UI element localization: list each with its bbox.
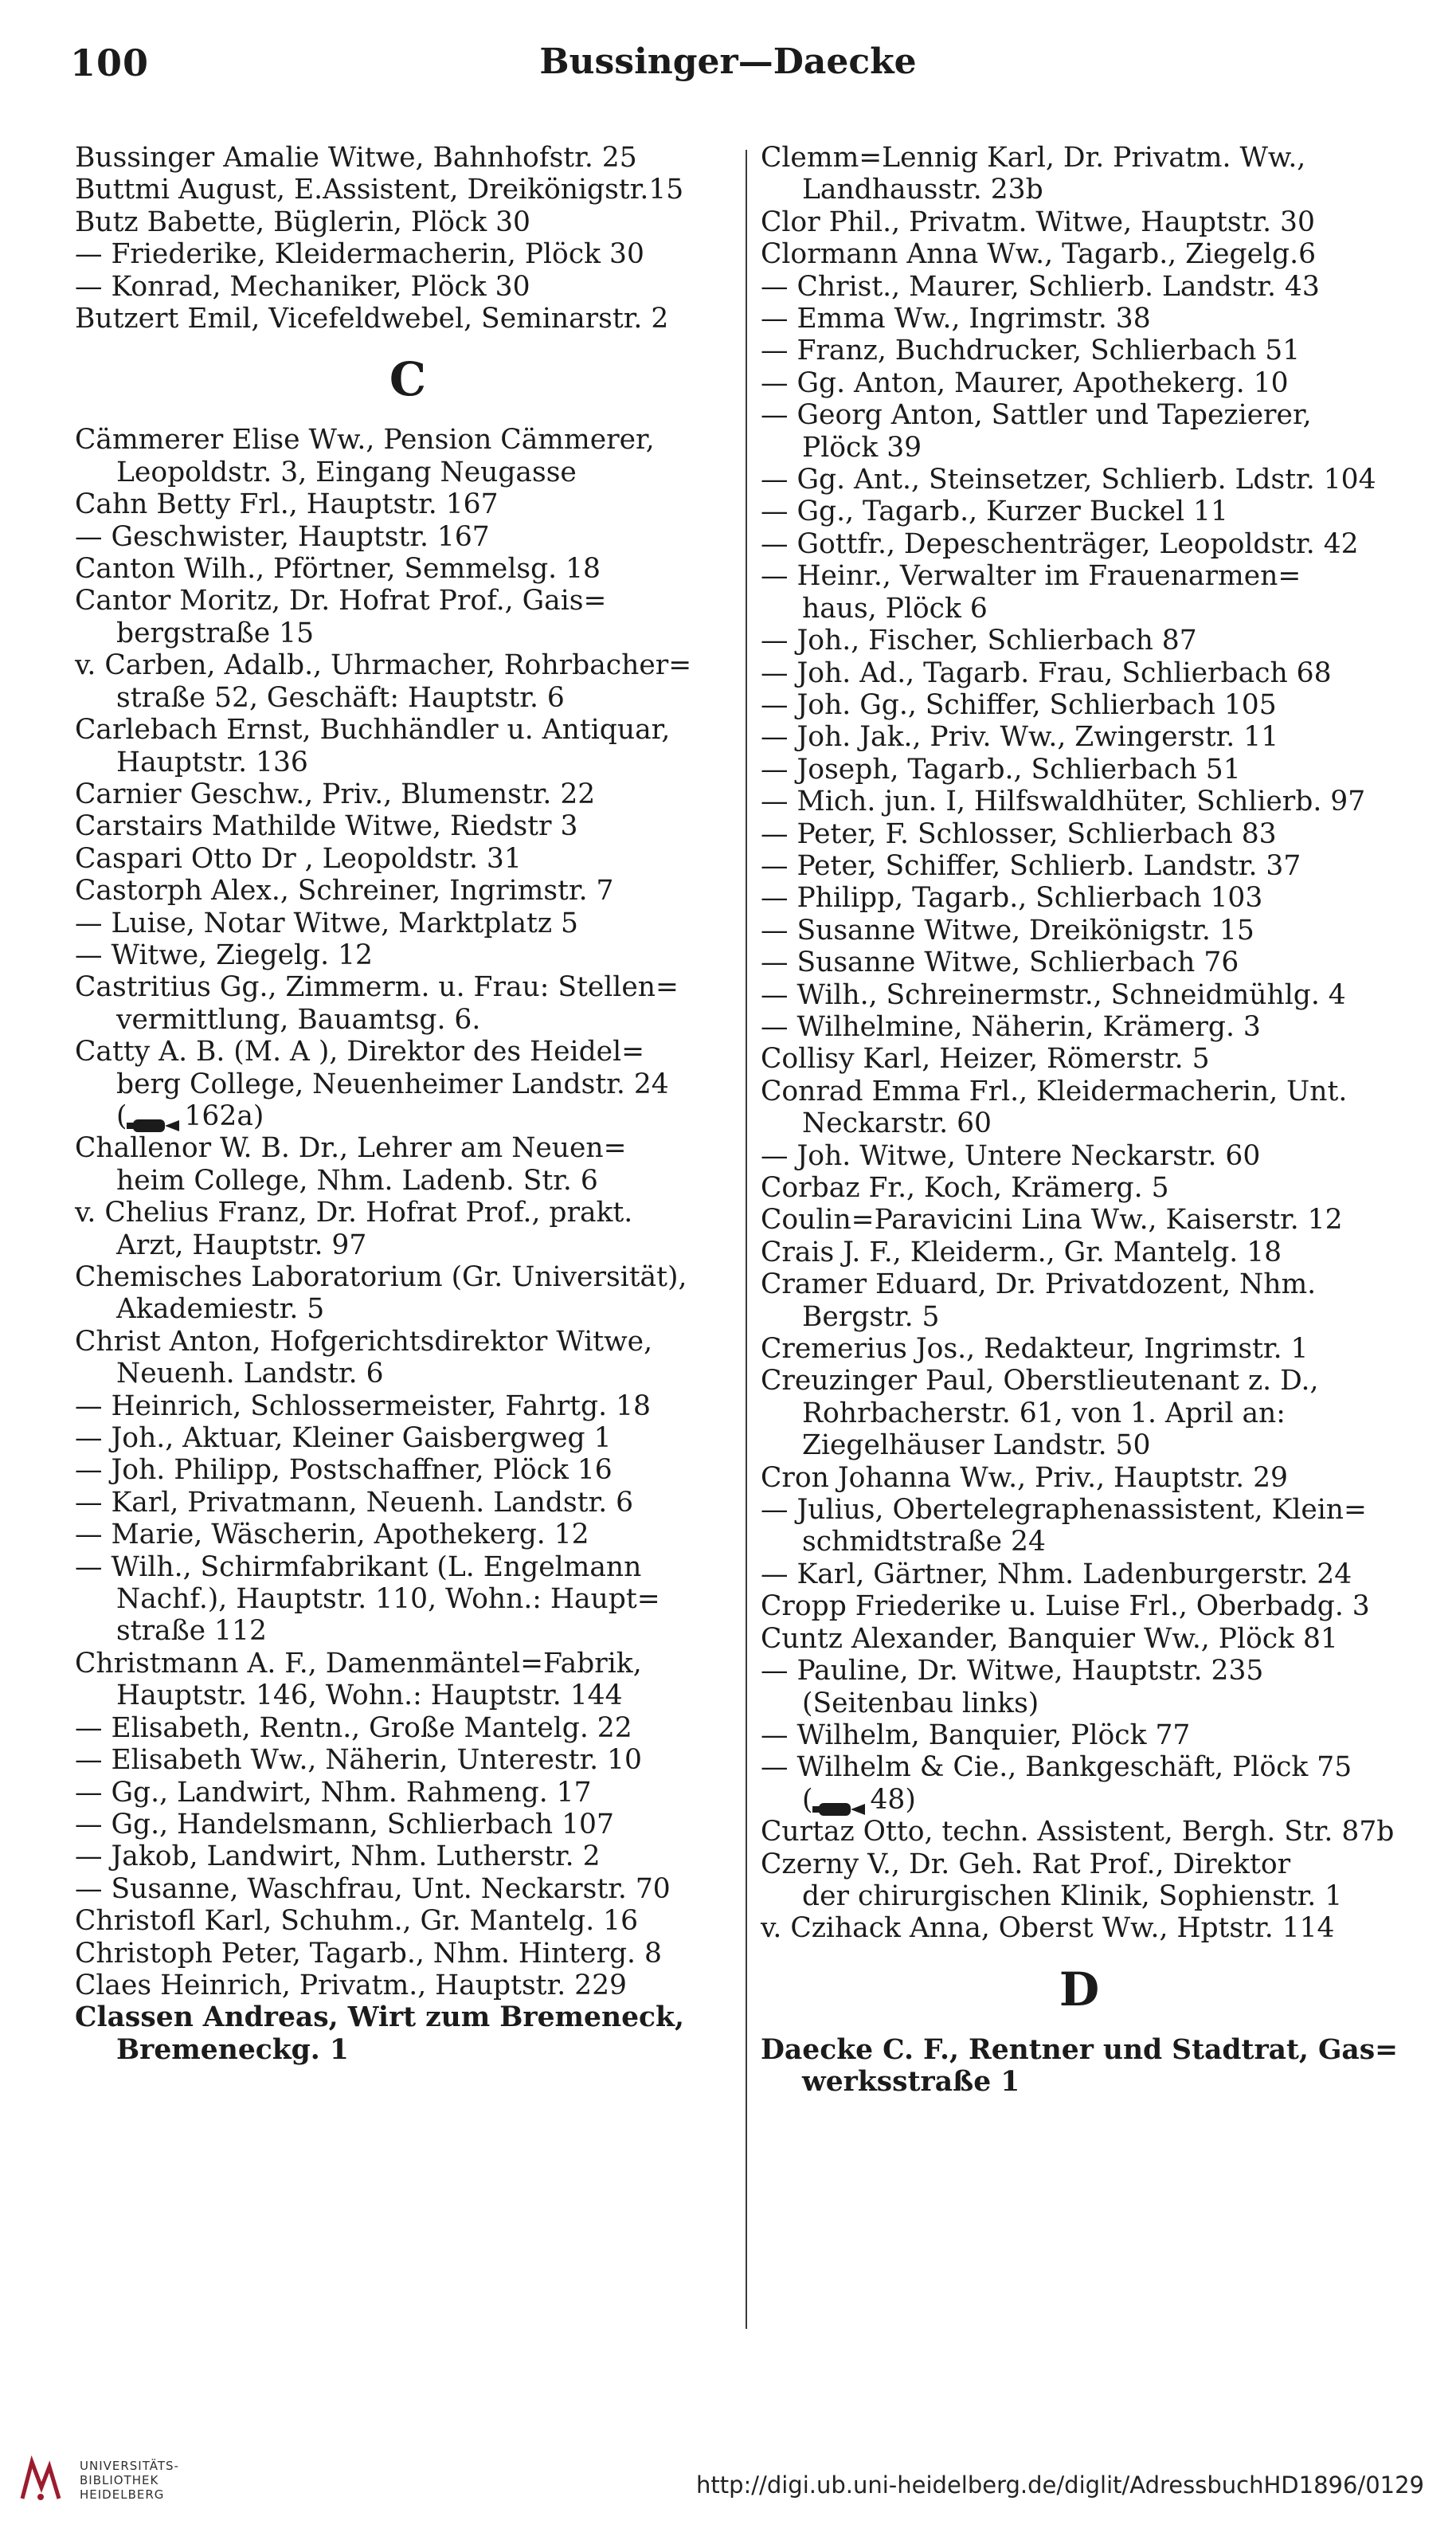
directory-entry (761, 1848, 1398, 1880)
directory-entry (761, 464, 1398, 496)
directory-entry (75, 971, 741, 1003)
entry-text: — Geschwister, Hauptstr. 167 (75, 520, 490, 553)
entry-text: — Pauline, Dr. Witwe, Hauptstr. 235 (761, 1655, 1264, 1687)
directory-entry-continuation (75, 2034, 741, 2066)
entry-text: Canton Wilh., Pförtner, Semmelsg. 18 (75, 553, 601, 586)
entry-text: — Joh., Fischer, Schlierbach 87 (761, 625, 1197, 657)
directory-entry (761, 206, 1398, 238)
entry-text: — Elisabeth, Rentn., Große Mantelg. 22 (75, 1711, 632, 1744)
telephone-icon (127, 1109, 181, 1125)
right-column (761, 142, 1398, 2099)
directory-entry (75, 1905, 741, 1937)
directory-entry (761, 1816, 1398, 1848)
entry-text: Classen Andreas, Wirt zum Bremeneck, (75, 2001, 684, 2034)
paren: ( (802, 1783, 813, 1816)
entry-text: Bergstr. 5 (802, 1300, 940, 1333)
directory-entry (761, 1140, 1398, 1172)
entry-text: werksstraße 1 (802, 2066, 1020, 2099)
entry-text: Carstairs Mathilde Witwe, Riedstr 3 (75, 810, 578, 843)
entry-text: Czerny V., Dr. Geh. Rat Prof., Direktor (761, 1848, 1291, 1880)
directory-entry (761, 754, 1398, 786)
entry-text: — Peter, Schiffer, Schlierb. Landstr. 37 (761, 849, 1301, 882)
entry-text: — Gg., Tagarb., Kurzer Buckel 11 (761, 496, 1228, 528)
directory-entry (761, 1333, 1398, 1365)
entry-text: Hauptstr. 136 (116, 746, 308, 778)
entry-text: — Wilhelm & Cie., Bankgeschäft, Plöck 75 (761, 1751, 1352, 1784)
directory-entry (761, 560, 1398, 592)
directory-entry (75, 1938, 741, 1970)
entry-text: Buttmi August, E.Assistent, Dreikönigstr.15 (75, 174, 684, 206)
directory-entry-continuation (761, 1107, 1398, 1139)
entry-text: 162a) (184, 1099, 264, 1132)
directory-entry-continuation (75, 1680, 741, 1711)
directory-entry (761, 1912, 1398, 1944)
directory-entry (761, 303, 1398, 335)
entry-text: Cämmerer Elise Ww., Pension Cämmerer, (75, 424, 655, 457)
entry-text: — Emma Ww., Ingrimstr. 38 (761, 303, 1151, 335)
entry-text: — Joh. Jak., Priv. Ww., Zwingerstr. 11 (761, 721, 1279, 754)
directory-entry (75, 1777, 741, 1809)
directory-entry (75, 142, 741, 174)
entry-text: Daecke C. F., Rentner und Stadtrat, Gas= (761, 2033, 1399, 2066)
entry-text: — Joh. Ad., Tagarb. Frau, Schlierbach 68 (761, 657, 1332, 689)
entry-text: Curtaz Otto, techn. Assistent, Bergh. Str. 87b (761, 1816, 1395, 1848)
directory-entry-continuation (761, 1429, 1398, 1461)
entry-text: bergstraße 15 (116, 617, 315, 649)
entry-text: — Gg., Handelsmann, Schlierbach 107 (75, 1808, 614, 1840)
paren: ( (116, 1099, 127, 1132)
directory-entry (761, 915, 1398, 947)
footer (0, 2440, 1456, 2519)
directory-entry (761, 1751, 1398, 1783)
entry-text: Butzert Emil, Vicefeldwebel, Seminarstr. 2 (75, 303, 669, 335)
entry-text: — Jakob, Landwirt, Nhm. Lutherstr. 2 (75, 1840, 601, 1873)
directory-entry-continuation (761, 2066, 1398, 2098)
entry-text: Corbaz Fr., Koch, Krämerg. 5 (761, 1172, 1169, 1204)
directory-entry (75, 2001, 741, 2033)
directory-entry-continuation (75, 1583, 741, 1615)
entry-text: Creuzinger Paul, Oberstlieutenant z. D., (761, 1365, 1319, 1397)
entry-text: Conrad Emma Frl., Kleidermacherin, Unt. (761, 1075, 1348, 1107)
section-letter-heading: D (1059, 1962, 1100, 2017)
page-number: 100 (70, 41, 150, 84)
directory-entry-continuation (75, 1004, 741, 1036)
entry-text: vermittlung, Bauamtsg. 6. (116, 1003, 481, 1036)
entry-text: Leopoldstr. 3, Eingang Neugasse (116, 456, 577, 488)
directory-entry (761, 142, 1398, 174)
entry-text: Castritius Gg., Zimmerm. u. Frau: Stellen= (75, 971, 679, 1004)
directory-entry (761, 1558, 1398, 1590)
entry-text: heim College, Nhm. Ladenb. Str. 6 (116, 1164, 598, 1197)
directory-entry-continuation (761, 1301, 1398, 1333)
entry-text: Cremerius Jos., Redakteur, Ingrimstr. 1 (761, 1333, 1309, 1366)
directory-entry (75, 585, 741, 617)
entry-text: Nachf.), Hauptstr. 110, Wohn.: Haupt= (116, 1583, 660, 1616)
directory-entry-continuation (75, 1358, 741, 1390)
directory-entry-continuation (761, 1526, 1398, 1558)
entry-text: Clormann Anna Ww., Tagarb., Ziegelg.6 (761, 238, 1317, 271)
directory-entry-continuation (75, 1293, 741, 1325)
entry-text: — Luise, Notar Witwe, Marktplatz 5 (75, 907, 578, 939)
directory-entry (761, 1590, 1398, 1622)
directory-entry (761, 1076, 1398, 1107)
directory-entry-continuation (761, 1397, 1398, 1429)
left-column (75, 142, 741, 2066)
directory-entry-continuation (75, 1165, 741, 1197)
page-header (0, 41, 1456, 89)
directory-entry (761, 1719, 1398, 1751)
entry-text: Cuntz Alexander, Banquier Ww., Plöck 81 (761, 1622, 1338, 1655)
entry-text: — Friederike, Kleidermacherin, Plöck 30 (75, 238, 644, 271)
directory-entry-continuation (75, 1615, 741, 1647)
entry-text: — Karl, Privatmann, Neuenh. Landstr. 6 (75, 1486, 634, 1519)
directory-entry (761, 786, 1398, 817)
directory-entry (761, 1204, 1398, 1236)
page-range-title: Bussinger—Daecke (539, 41, 917, 82)
directory-entry (75, 810, 741, 842)
entry-text: — Elisabeth Ww., Näherin, Unterestr. 10 (75, 1744, 643, 1777)
entry-text: — Konrad, Mechaniker, Plöck 30 (75, 270, 530, 303)
directory-entry (761, 1011, 1398, 1043)
directory-entry (761, 1172, 1398, 1204)
entry-text: — Susanne, Waschfrau, Unt. Neckarstr. 70 (75, 1872, 671, 1905)
entry-text: Landhausstr. 23b (802, 174, 1043, 206)
entry-text: Coulin=Paravicini Lina Ww., Kaiserstr. 12 (761, 1204, 1343, 1237)
directory-entry-continuation (761, 174, 1398, 206)
entry-text: Crais J. F., Kleiderm., Gr. Mantelg. 18 (761, 1236, 1282, 1268)
directory-entry (75, 1873, 741, 1905)
directory-entry (761, 1365, 1398, 1397)
entry-text: Challenor W. B. Dr., Lehrer am Neuen= (75, 1132, 627, 1165)
entry-text: v. Czihack Anna, Oberst Ww., Hptstr. 114 (761, 1912, 1335, 1945)
entry-text: der chirurgischen Klinik, Sophienstr. 1 (802, 1880, 1343, 1912)
directory-entry (75, 843, 741, 875)
column-divider (746, 150, 747, 2329)
entry-text: Cantor Moritz, Dr. Hofrat Prof., Gais= (75, 585, 607, 617)
entry-text: — Gg. Ant., Steinsetzer, Schlierb. Ldstr. 104 (761, 464, 1376, 496)
directory-entry (761, 496, 1398, 527)
directory-entry-continuation (75, 747, 741, 778)
entry-text: Arzt, Hauptstr. 97 (116, 1229, 367, 1261)
entry-text: Caspari Otto Dr , Leopoldstr. 31 (75, 842, 522, 875)
entry-text: — Susanne Witwe, Dreikönigstr. 15 (761, 914, 1254, 947)
entry-text: Butz Babette, Büglerin, Plöck 30 (75, 206, 530, 238)
entry-text: v. Carben, Adalb., Uhrmacher, Rohrbacher= (75, 649, 692, 682)
entry-text: Cron Johanna Ww., Priv., Hauptstr. 29 (761, 1461, 1288, 1494)
directory-entry (75, 649, 741, 681)
entry-text: Rohrbacherstr. 61, von 1. April an: (802, 1397, 1286, 1429)
entry-text: Carlebach Ernst, Buchhändler u. Antiquar, (75, 714, 671, 747)
entry-text: — Christ., Maurer, Schlierb. Landstr. 43 (761, 270, 1320, 303)
directory-entry-continuation (75, 457, 741, 488)
entry-text: — Joh., Aktuar, Kleiner Gaisbergweg 1 (75, 1422, 612, 1455)
directory-entry (75, 1809, 741, 1840)
entry-text: — Gg., Landwirt, Nhm. Rahmeng. 17 (75, 1776, 592, 1809)
entry-text: — Marie, Wäscherin, Apothekerg. 12 (75, 1519, 589, 1551)
directory-entry (75, 1551, 741, 1583)
entry-text: — Wilhelmine, Näherin, Krämerg. 3 (761, 1010, 1261, 1043)
directory-entry (75, 1036, 741, 1068)
entry-text: berg College, Neuenheimer Landstr. 24 (116, 1068, 669, 1100)
entry-text: straße 112 (116, 1615, 267, 1648)
entry-text: Neckarstr. 60 (802, 1107, 992, 1140)
directory-entry (761, 2034, 1398, 2066)
entry-text: Bussinger Amalie Witwe, Bahnhofstr. 25 (75, 142, 637, 174)
entry-text: Claes Heinrich, Privatm., Hauptstr. 229 (75, 1969, 627, 2001)
directory-entry (761, 625, 1398, 657)
entry-text: — Gottfr., Depeschenträger, Leopoldstr. 42 (761, 527, 1359, 560)
directory-entry-continuation (75, 617, 741, 649)
entry-text: schmidtstraße 24 (802, 1526, 1046, 1558)
entry-text: — Joseph, Tagarb., Schlierbach 51 (761, 753, 1241, 786)
entry-text: — Franz, Buchdrucker, Schlierbach 51 (761, 335, 1301, 367)
directory-entry (761, 850, 1398, 882)
entry-text: — Philipp, Tagarb., Schlierbach 103 (761, 882, 1263, 915)
entry-text: Christofl Karl, Schuhm., Gr. Mantelg. 16 (75, 1905, 639, 1938)
directory-entry (761, 657, 1398, 689)
directory-entry (75, 1454, 741, 1486)
entry-text: Chemisches Laboratorium (Gr. Universität), (75, 1261, 687, 1293)
directory-entry (761, 1043, 1398, 1075)
entry-text: Plöck 39 (802, 431, 922, 464)
entry-text: Clemm=Lennig Karl, Dr. Privatm. Ww., (761, 142, 1306, 174)
directory-entry-continuation (761, 1687, 1398, 1719)
directory-entry-continuation (75, 1100, 741, 1132)
directory-entry (75, 1970, 741, 2001)
directory-entry (761, 882, 1398, 914)
directory-entry (75, 778, 741, 810)
entry-text: — Heinrich, Schlossermeister, Fahrtg. 18 (75, 1390, 651, 1422)
directory-entry (761, 335, 1398, 366)
entry-text: — Wilhelm, Banquier, Plöck 77 (761, 1719, 1191, 1751)
directory-entry (761, 238, 1398, 270)
directory-entry (761, 399, 1398, 431)
directory-entry (761, 367, 1398, 399)
entry-text: — Karl, Gärtner, Nhm. Ladenburgerstr. 24 (761, 1558, 1352, 1590)
entry-text: Cropp Friederike u. Luise Frl., Oberbadg. 3 (761, 1590, 1370, 1623)
directory-entry-continuation (761, 1880, 1398, 1912)
directory-entry (75, 1712, 741, 1744)
directory-entry (761, 1268, 1398, 1300)
directory-entry (761, 721, 1398, 753)
entry-text: — Joh. Gg., Schiffer, Schlierbach 105 (761, 688, 1277, 721)
entry-text: v. Chelius Franz, Dr. Hofrat Prof., prakt. (75, 1197, 633, 1229)
directory-entry (761, 1655, 1398, 1687)
telephone-icon (812, 1793, 867, 1809)
directory-entry (75, 303, 741, 335)
entry-text: Collisy Karl, Heizer, Römerstr. 5 (761, 1043, 1210, 1076)
directory-entry (75, 1390, 741, 1422)
entry-text: — Georg Anton, Sattler und Tapezierer, (761, 399, 1312, 432)
entry-text: Akademiestr. 5 (116, 1293, 325, 1326)
directory-entry (75, 907, 741, 939)
directory-entry-continuation (75, 1068, 741, 1100)
entry-text: Christoph Peter, Tagarb., Nhm. Hinterg. 8 (75, 1937, 662, 1970)
library-name-line: HEIDELBERG (80, 2487, 165, 2502)
entry-text: Castorph Alex., Schreiner, Ingrimstr. 7 (75, 875, 614, 907)
entry-text: — Peter, F. Schlosser, Schlierbach 83 (761, 817, 1277, 850)
directory-entry (75, 1422, 741, 1454)
directory-entry (761, 1237, 1398, 1268)
entry-text: Clor Phil., Privatm. Witwe, Hauptstr. 30 (761, 206, 1315, 238)
directory-entry (75, 424, 741, 456)
entry-text: Christmann A. F., Damenmäntel=Fabrik, (75, 1647, 642, 1680)
directory-entry (75, 1261, 741, 1293)
directory-entry (75, 553, 741, 585)
entry-text: — Julius, Obertelegraphenassistent, Klein= (761, 1494, 1367, 1527)
entry-text: — Wilh., Schirmfabrikant (L. Engelmann (75, 1550, 642, 1583)
directory-entry-continuation (75, 1229, 741, 1261)
directory-entry (75, 1648, 741, 1680)
entry-text: haus, Plöck 6 (802, 592, 988, 625)
entry-text: — Joh. Witwe, Untere Neckarstr. 60 (761, 1139, 1261, 1172)
entry-text: — Mich. jun. I, Hilfswaldhüter, Schlierb. 97 (761, 786, 1366, 818)
entry-text: straße 52, Geschäft: Hauptstr. 6 (116, 681, 565, 714)
library-name-line: UNIVERSITÄTS- (80, 2459, 179, 2473)
directory-entry (75, 1487, 741, 1519)
entry-text: Christ Anton, Hofgerichtsdirektor Witwe, (75, 1325, 653, 1358)
directory-entry (75, 521, 741, 553)
directory-entry (761, 271, 1398, 303)
entry-text: Cahn Betty Frl., Hauptstr. 167 (75, 488, 499, 521)
directory-entry (761, 1623, 1398, 1655)
directory-entry (75, 1744, 741, 1776)
directory-entry (761, 947, 1398, 978)
entry-text: (Seitenbau links) (802, 1687, 1039, 1719)
directory-entry-continuation (761, 593, 1398, 625)
section-letter-heading: C (389, 352, 427, 407)
entry-text: 48) (870, 1783, 916, 1816)
directory-entry (75, 1840, 741, 1872)
entry-text: Ziegelhäuser Landstr. 50 (802, 1429, 1151, 1462)
directory-entry (75, 271, 741, 303)
entry-text: Catty A. B. (M. A ), Direktor des Heidel= (75, 1036, 645, 1068)
directory-entry-continuation (761, 432, 1398, 464)
directory-entry (75, 238, 741, 270)
library-name-line: BIBLIOTHEK (80, 2473, 159, 2487)
entry-text: — Gg. Anton, Maurer, Apothekerg. 10 (761, 366, 1289, 399)
entry-text: Neuenh. Landstr. 6 (116, 1358, 384, 1390)
entry-text: — Heinr., Verwalter im Frauenarmen= (761, 560, 1301, 593)
directory-entry (75, 1132, 741, 1164)
entry-text: — Wilh., Schreinermstr., Schneidmühlg. 4 (761, 978, 1346, 1011)
directory-entry (75, 714, 741, 746)
library-name (80, 2459, 179, 2502)
directory-entry (761, 689, 1398, 721)
entry-text: — Susanne Witwe, Schlierbach 76 (761, 947, 1239, 979)
directory-entry (75, 1197, 741, 1229)
directory-entry (75, 206, 741, 238)
directory-entry (75, 875, 741, 907)
directory-entry-continuation (761, 1784, 1398, 1816)
directory-entry (761, 1462, 1398, 1494)
directory-entry (75, 939, 741, 971)
directory-entry (761, 818, 1398, 850)
directory-entry (761, 1494, 1398, 1526)
entry-text: Carnier Geschw., Priv., Blumenstr. 22 (75, 778, 596, 810)
directory-entry (75, 1326, 741, 1358)
directory-entry (75, 488, 741, 520)
library-logo-icon (16, 2456, 65, 2505)
entry-text: Bremeneckg. 1 (116, 2033, 349, 2066)
entry-text: Cramer Eduard, Dr. Privatdozent, Nhm. (761, 1268, 1317, 1301)
entry-text: — Joh. Philipp, Postschaffner, Plöck 16 (75, 1454, 613, 1487)
entry-text: Hauptstr. 146, Wohn.: Hauptstr. 144 (116, 1680, 623, 1712)
source-url-link[interactable]: http://digi.ub.uni-heidelberg.de/diglit/AdressbuchHD1896/0129 (695, 2471, 1424, 2499)
directory-entry (761, 528, 1398, 560)
directory-entry-continuation (75, 682, 741, 714)
directory-entry (75, 174, 741, 206)
directory-entry (75, 1519, 741, 1550)
entry-text: — Witwe, Ziegelg. 12 (75, 939, 373, 971)
directory-entry (761, 979, 1398, 1011)
